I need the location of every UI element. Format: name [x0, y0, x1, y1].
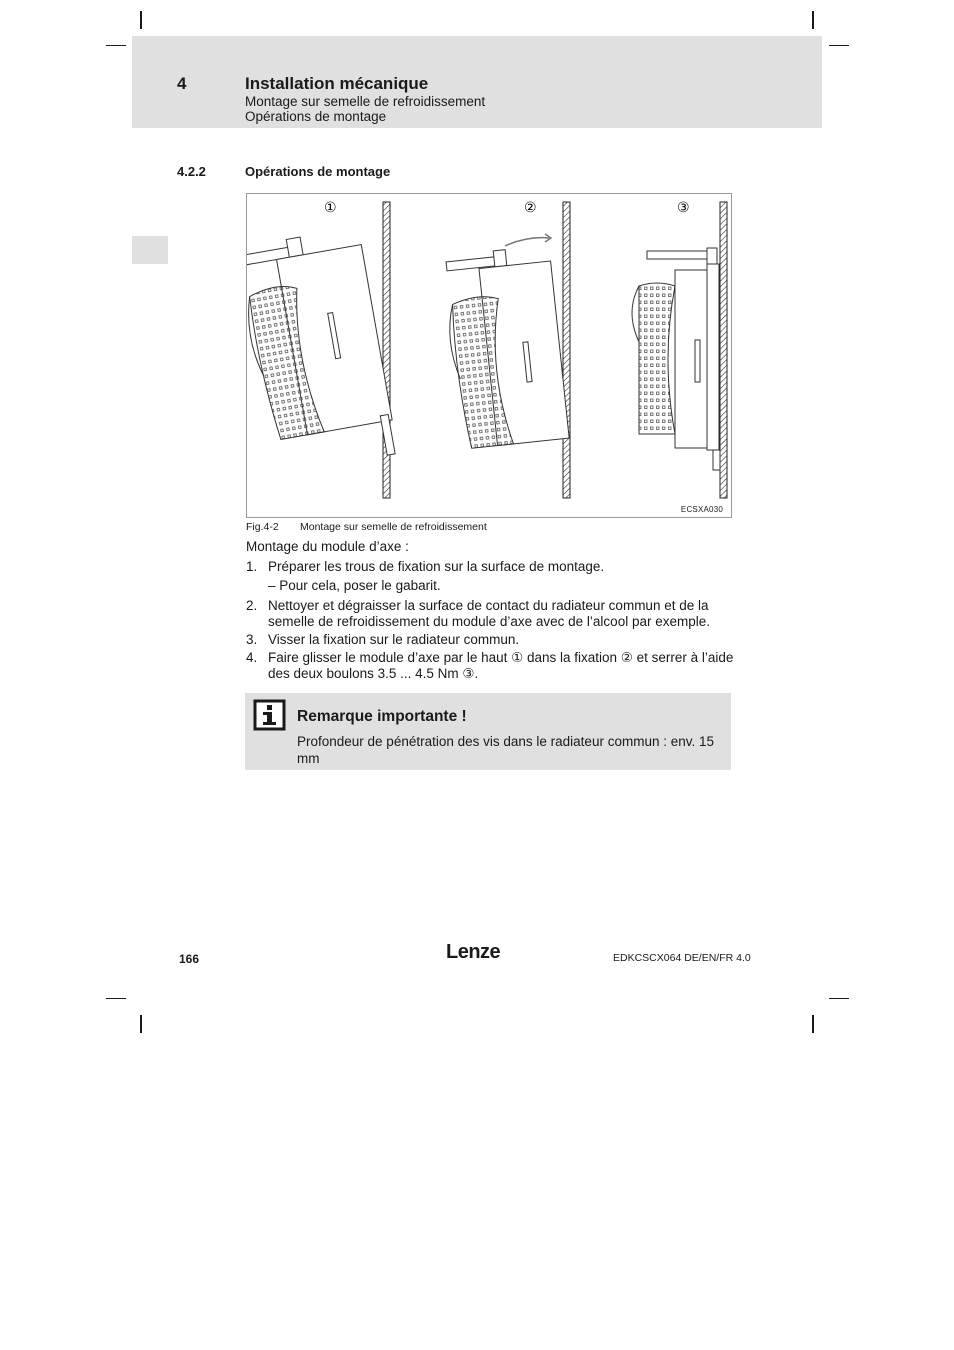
- header-subtitle-2: Opérations de montage: [245, 109, 387, 124]
- mounting-wall-2: [563, 202, 570, 498]
- figure-step-marker-2: ②: [524, 200, 537, 216]
- info-icon: [253, 699, 287, 731]
- mounting-figure: [246, 193, 732, 518]
- figure-caption-number: Fig.4-2: [246, 521, 279, 533]
- step-4-number: 4.: [246, 650, 258, 665]
- step-2-text: Nettoyer et dégraisser la surface de contact du radiateur commun et de la semelle de refroidissement du module d’axe avec de l’alcool par exemple.: [268, 598, 710, 629]
- chapter-number: 4: [177, 74, 187, 93]
- crop-mark-top-left-v: [140, 11, 142, 29]
- mounting-illustration: [247, 194, 731, 517]
- side-tab-marker: [132, 236, 168, 264]
- header-band: [132, 36, 822, 128]
- page-number: 166: [179, 952, 200, 966]
- lenze-logo: Lenze: [446, 941, 501, 963]
- crop-mark-bottom-left-h: [106, 998, 126, 999]
- figure-code: ECSXA030: [680, 505, 723, 514]
- figure-caption-text: Montage sur semelle de refroidissement: [300, 521, 487, 533]
- section-title: Opérations de montage: [245, 164, 391, 179]
- axis-module-step-3: [632, 248, 720, 470]
- axis-module-step-2: [441, 245, 569, 449]
- step-2-number: 2.: [246, 598, 258, 613]
- instructions-intro: Montage du module d’axe :: [246, 539, 409, 554]
- step-1-text: Préparer les trous de fixation sur la surface de montage.: [268, 559, 605, 574]
- crop-mark-top-right-v: [812, 11, 814, 29]
- important-note-box: [245, 693, 731, 770]
- note-title: Remarque importante !: [297, 708, 467, 725]
- crop-mark-bottom-left-v: [140, 1015, 142, 1033]
- step-4-text: Faire glisser le module d’axe par le haut ① dans la fixation ② et serrer à l’aide des deux boulons 3.5 ... 4.5 Nm ③.: [268, 650, 734, 681]
- section-number: 4.2.2: [177, 164, 206, 179]
- crop-mark-top-right-h: [829, 45, 849, 46]
- crop-mark-bottom-right-h: [829, 998, 849, 999]
- sliding-direction-arrow: [505, 238, 549, 246]
- crop-mark-bottom-right-v: [812, 1015, 814, 1033]
- axis-module-step-1: [247, 227, 398, 475]
- step-3-number: 3.: [246, 632, 258, 647]
- chapter-title: Installation mécanique: [245, 74, 429, 93]
- step-1-number: 1.: [246, 559, 258, 574]
- document-reference: EDKCSCX064 DE/EN/FR 4.0: [613, 952, 751, 964]
- note-text: Profondeur de pénétration des vis dans le radiateur commun : env. 15 mm: [297, 734, 714, 766]
- header-subtitle-1: Montage sur semelle de refroidissement: [245, 94, 486, 109]
- mounting-wall-3: [720, 202, 727, 498]
- step-3-text: Visser la fixation sur le radiateur commun.: [268, 632, 520, 647]
- figure-step-marker-1: ①: [324, 200, 337, 216]
- step-1-substep: – Pour cela, poser le gabarit.: [268, 578, 441, 593]
- crop-mark-top-left-h: [106, 45, 126, 46]
- figure-step-marker-3: ③: [677, 200, 690, 216]
